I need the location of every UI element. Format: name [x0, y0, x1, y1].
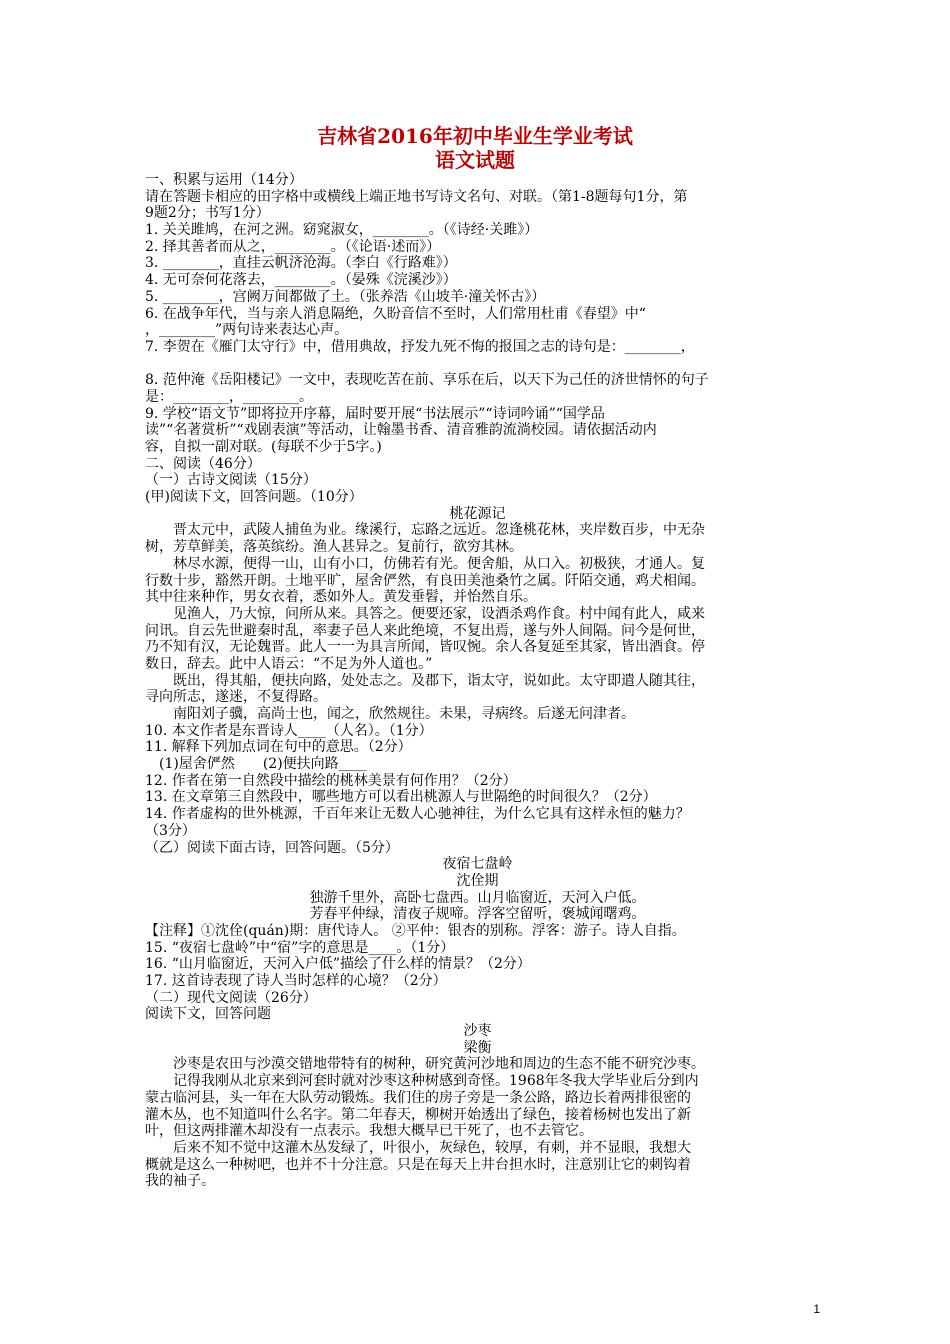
text-line: 其中往来种作，男女衣着，悉如外人。黄发垂髫，并怡然自乐。 — [145, 589, 537, 606]
page-number: 1 — [813, 1302, 820, 1316]
text-line: 后来不知不觉中这灌木丛发绿了，叶很小，灰绿色，较厚，有刺，并不显眼，我想大 — [173, 1139, 691, 1156]
text-line: 芳春平仲绿，清夜子规啼。浮客空留听，褒城闻曙鸡。 — [309, 906, 646, 923]
text-line: 【注释】①沈佺(quán)期：唐代诗人。 ②平仲：银杏的别称。浮客：游子。诗人自指。 — [145, 922, 686, 939]
text-line: 1. 关关雎鸠，在河之洲。窈窕淑女，________。（《诗经·关雎》） — [145, 222, 539, 239]
text-line: 晋太元中，武陵人捕鱼为业。缘溪行，忘路之远近。忽逢桃花林，夹岸数百步，中无杂 — [173, 522, 705, 539]
text-line: 沙枣 — [463, 1023, 492, 1040]
text-line: 二、阅读（46分） — [145, 455, 261, 472]
text-line: 8. 范仲淹《岳阳楼记》一文中，表现吃苦在前、享乐在后，以天下为己任的济世情怀的句子 — [145, 372, 709, 389]
text-line: 9. 学校“语文节”即将拉开序幕，届时要开展“书法展示”“诗词吟诵”“国学品 — [145, 405, 605, 422]
text-line: 4. 无可奈何花落去，________。（晏殊《浣溪沙》） — [145, 272, 457, 289]
text-line: 15. “夜宿七盘岭”中“宿”字的意思是____。（1分） — [145, 939, 455, 956]
text-line: 灌木丛，也不知道叫什么名字。第二年春天，柳树开始透出了绿色，接着杨树也发出了新 — [145, 1106, 691, 1123]
text-line: （3分） — [145, 822, 196, 839]
text-line: 7. 李贺在《雁门太守行》中，借用典故，抒发九死不悔的报国之志的诗句是：________， — [145, 338, 695, 355]
text-line: 阅读下文，回答问题 — [145, 1006, 271, 1023]
text-line: 独游千里外，高卧七盘西。山月临窗近，天河入户低。 — [309, 889, 646, 906]
text-line: （一）古诗文阅读（15分） — [145, 472, 317, 489]
text-line: 9题2分；书写1分） — [145, 205, 270, 222]
text-line: 我的袖子。 — [145, 1173, 215, 1190]
text-line: 17. 这首诗表现了诗人当时怎样的心境？（2分） — [145, 973, 447, 989]
text-line: 问讯。自云先世避秦时乱，率妻子邑人来此绝境，不复出焉，遂与外人间隔。问今是何世， — [145, 622, 705, 639]
text-line: 沙枣是农田与沙漠交错地带特有的树种，研究黄河沙地和周边的生态不能不研究沙枣。 — [173, 1056, 705, 1073]
text-line: (甲)阅读下文，回答问题。（10分） — [145, 489, 363, 506]
text-line: 林尽水源，便得一山，山有小口，仿佛若有光。便舍船，从口入。初极狭，才通人。复 — [173, 555, 705, 572]
text-line: 5. ________，宫阙万间都做了土。（张养浩《山坡羊·潼关怀古》） — [145, 288, 546, 305]
text-line: 一、积累与运用（14分） — [145, 172, 303, 188]
text-line: 3. ________，直挂云帆济沧海。（李白《行路难》） — [145, 255, 457, 272]
document-body — [145, 172, 810, 1190]
exam-subtitle: 语文试题 — [435, 148, 515, 172]
text-line: 叶，但这两排灌木却没有一点表示。我想大概早已干死了，也不去管它。 — [145, 1123, 593, 1140]
text-line: 是：________，________。 — [145, 388, 313, 405]
text-line: 树，芳草鲜美，落英缤纷。渔人甚异之。复前行，欲穷其林。 — [145, 539, 523, 556]
text-line: 10. 本文作者是东晋诗人____（人名）。（1分） — [145, 722, 433, 739]
text-line: 夜宿七盘岭 — [442, 856, 513, 873]
text-line: 请在答题卡相应的田字格中或横线上端正地书写诗文名句、对联。（第1-8题每句1分，第 — [145, 188, 688, 205]
text-line: 见渔人，乃大惊，问所从来。具答之。便要还家，设酒杀鸡作食。村中闻有此人，咸来 — [173, 605, 705, 622]
text-line: 12. 作者在第一自然段中描绘的桃林美景有何作用？（2分） — [145, 772, 517, 789]
text-line: (1)屋舍俨然 (2)便扶向路____ — [159, 756, 367, 773]
text-line: 14. 作者虚构的世外桃源，千百年来让无数人心驰神往，为什么它具有这样永恒的魅力？ — [145, 806, 690, 823]
text-line: 13. 在文章第三自然段中，哪些地方可以看出桃源人与世隔绝的时间很久？（2分） — [145, 789, 657, 806]
text-line: 沈佺期 — [456, 872, 499, 889]
text-line: ，________”两句诗来表达心声。 — [145, 322, 349, 339]
text-line: 2. 择其善者而从之，________。（《论语·述而》） — [145, 238, 441, 255]
text-line: 6. 在战争年代，当与亲人消息隔绝，久盼音信不至时，人们常用杜甫《春望》中“ — [145, 305, 646, 322]
text-line: 南阳刘子骥，高尚士也，闻之，欣然规往。未果，寻病终。后遂无问津者。 — [173, 706, 635, 722]
text-line: 蒙古临河县，头一年在大队劳动锻炼。我们住的房子旁是一条公路，路边长着两排很密的 — [145, 1089, 691, 1106]
text-line: 11. 解释下列加点词在句中的意思。（2分） — [145, 739, 412, 756]
text-line: 桃花源记 — [449, 505, 506, 522]
text-line: 容，自拟一副对联。(每联不少于5字。) — [145, 439, 382, 455]
text-line: 行数十步，豁然开朗。土地平旷，屋舍俨然，有良田美池桑竹之属。阡陌交通，鸡犬相闻。 — [145, 572, 705, 589]
text-line: 既出，得其船，便扶向路，处处志之。及郡下，诣太守，说如此。太守即遣人随其往， — [173, 672, 705, 689]
text-line: 寻向所志，遂迷，不复得路。 — [145, 689, 327, 706]
text-line: 梁衡 — [463, 1039, 492, 1056]
text-line: 16. “山月临窗近，天河入户低”描绘了什么样的情景？（2分） — [145, 956, 531, 973]
text-line: （乙）阅读下面古诗，回答问题。（5分） — [145, 839, 399, 856]
text-line: 数日，辞去。此中人语云：“不足为外人道也。” — [145, 655, 433, 672]
text-line: 概就是这么一种树吧，也并不十分注意。只是在每天上井台担水时，注意别让它的刺钩着 — [145, 1156, 691, 1173]
text-line: （二）现代文阅读（26分） — [145, 989, 317, 1006]
text-line: 读”“名著赏析”“戏剧表演”等活动，让翰墨书香、清音雅韵流淌校园。请依据活动内 — [145, 422, 657, 439]
text-line: 记得我刚从北京来到河套时就对沙枣这种树感到奇怪。1968年冬我大学毕业后分到内 — [173, 1073, 699, 1090]
text-line — [145, 356, 810, 373]
text-line: 乃不知有汉，无论魏晋。此人一一为具言所闻，皆叹惋。余人各复延至其家，皆出酒食。停 — [145, 639, 705, 656]
exam-title: 吉林省2016年初中毕业生学业考试 — [317, 124, 633, 148]
